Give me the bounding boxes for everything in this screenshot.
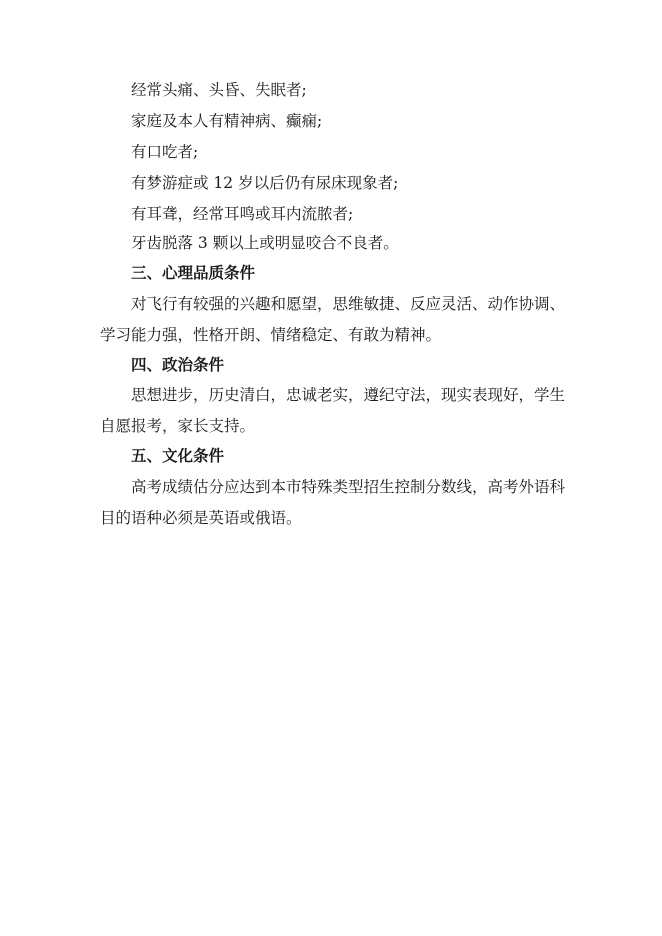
section-heading-political: 四、政治条件 [131, 356, 225, 374]
section-body-line: 对飞行有较强的兴趣和愿望，思维敏捷、反应灵活、动作协调、 [131, 295, 566, 313]
section-heading-cultural: 五、文化条件 [131, 447, 225, 465]
condition-line: 有耳聋，经常耳鸣或耳内流脓者; [131, 205, 354, 223]
section-heading-psychology: 三、心理品质条件 [131, 264, 256, 282]
section-body-line: 思想进步，历史清白，忠诚老实，遵纪守法，现实表现好，学生 [131, 386, 566, 404]
section-body-line: 学习能力强，性格开朗、情绪稳定、有敢为精神。 [100, 326, 442, 344]
section-body-line: 目的语种必须是英语或俄语。 [100, 509, 302, 527]
section-body-line: 自愿报考，家长支持。 [100, 417, 256, 435]
condition-line: 牙齿脱落 3 颗以上或明显咬合不良者。 [131, 234, 399, 252]
section-body-line: 高考成绩估分应达到本市特殊类型招生控制分数线，高考外语科 [131, 478, 566, 496]
condition-line: 有梦游症或 12 岁以后仍有尿床现象者; [131, 174, 399, 192]
condition-line: 经常头痛、头昏、失眠者; [131, 81, 307, 99]
condition-line: 家庭及本人有精神病、癫痫; [131, 112, 323, 130]
condition-line: 有口吃者; [131, 143, 199, 161]
